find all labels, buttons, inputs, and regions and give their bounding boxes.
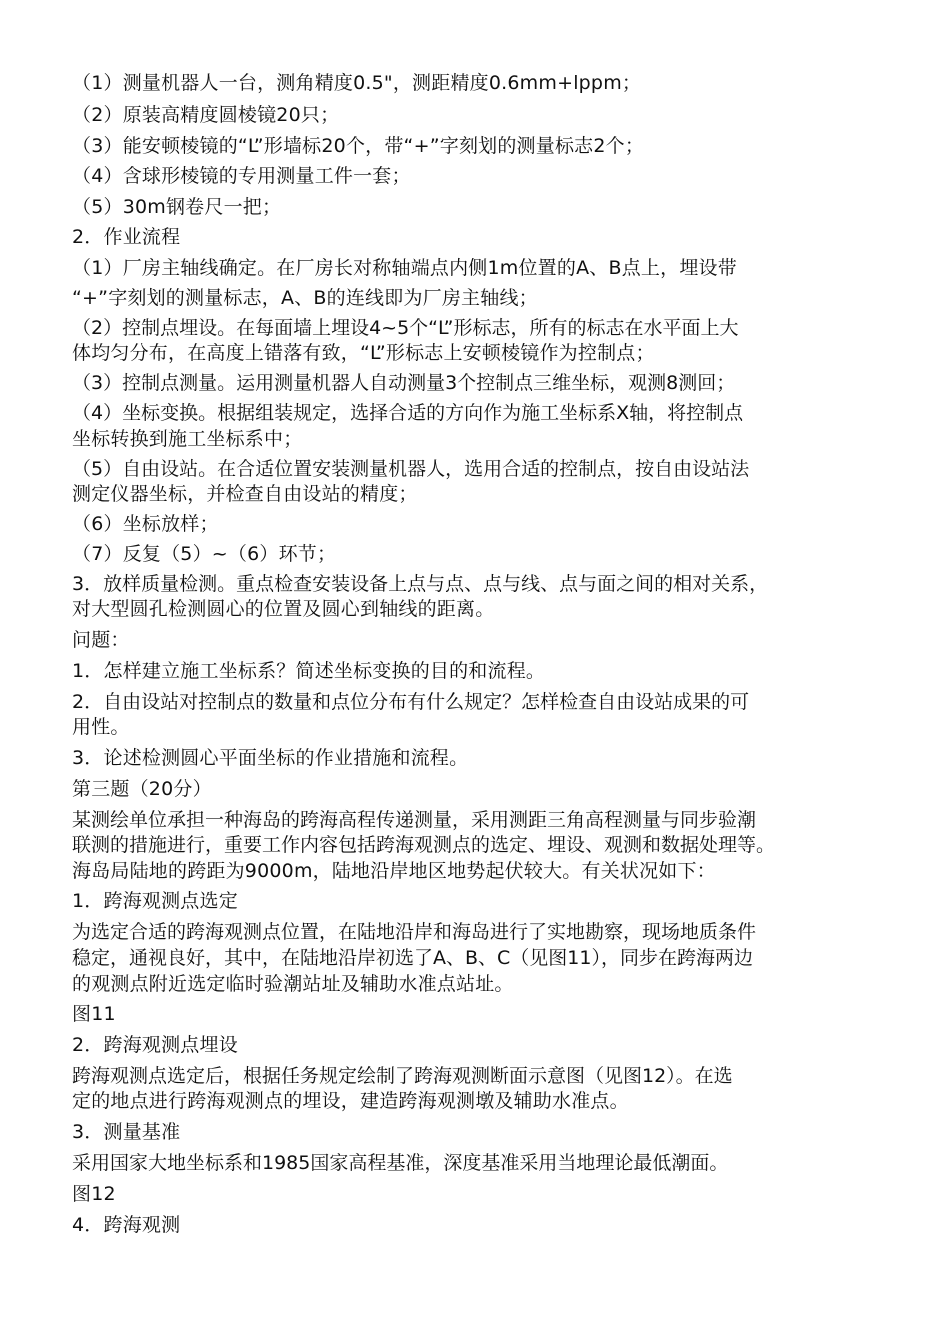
figure-label: 图11 bbox=[72, 1003, 116, 1025]
text-line: 定的地点进行跨海观测点的埋设，建造跨海观测墩及辅助水准点。 bbox=[72, 1090, 629, 1112]
text-line: 海岛局陆地的跨距为9000m，陆地沿岸地区地势起伏较大。有关状况如下： bbox=[72, 860, 716, 882]
section-heading: 3．测量基准 bbox=[72, 1121, 181, 1143]
text-line: 采用国家大地坐标系和1985国家高程基准，深度基准采用当地理论最低潮面。 bbox=[72, 1152, 729, 1174]
text-line: （1）测量机器人一台，测角精度0.5"，测距精度0.6mm+lppm； bbox=[72, 72, 642, 94]
section-heading: 1．跨海观测点选定 bbox=[72, 890, 238, 912]
text-line: 用性。 bbox=[72, 716, 130, 738]
text-line: （4）坐标变换。根据组装规定，选择合适的方向作为施工坐标系X轴，将控制点 bbox=[72, 402, 744, 424]
text-line: （4）含球形棱镜的专用测量工件一套； bbox=[72, 165, 411, 187]
figure-label: 图12 bbox=[72, 1183, 116, 1205]
text-line: 某测绘单位承担一种海岛的跨海高程传递测量，采用测距三角高程测量与同步验潮 bbox=[72, 809, 757, 831]
text-line: 的观测点附近选定临时验潮站址及辅助水准点站址。 bbox=[72, 973, 514, 995]
text-line: （1）厂房主轴线确定。在厂房长对称轴端点内侧1m位置的A、B点上，埋设带 bbox=[72, 257, 737, 279]
section-heading: 第三题（20分） bbox=[72, 778, 212, 800]
text-line: （2）原装高精度圆棱镜20只； bbox=[72, 104, 340, 126]
text-line: 为选定合适的跨海观测点位置，在陆地沿岸和海岛进行了实地勘察，现场地质条件 bbox=[72, 921, 757, 943]
text-line: 联测的措施进行，重要工作内容包括跨海观测点的选定、埋设、观测和数据处理等。 bbox=[72, 834, 776, 856]
section-heading: 2．作业流程 bbox=[72, 226, 181, 248]
section-heading: 4．跨海观测 bbox=[72, 1214, 181, 1236]
text-line: （6）坐标放样； bbox=[72, 513, 219, 535]
section-heading: 2．跨海观测点埋设 bbox=[72, 1034, 238, 1056]
question-item: 2．自由设站对控制点的数量和点位分布有什么规定？怎样检查自由设站成果的可 bbox=[72, 691, 750, 713]
text-line: 体均匀分布，在高度上错落有致，“L”形标志上安顿棱镜作为控制点； bbox=[72, 342, 655, 364]
text-line: （3）能安顿棱镜的“L”形墙标20个，带“+”字刻划的测量标志2个； bbox=[72, 135, 645, 157]
section-heading: 问题： bbox=[72, 629, 130, 651]
text-line: （2）控制点埋设。在每面墙上埋设4~5个“L”形标志，所有的标志在水平面上大 bbox=[72, 317, 739, 339]
text-line: 3．放样质量检测。重点检查安装设备上点与点、点与线、点与面之间的相对关系， bbox=[72, 573, 769, 595]
text-line: 跨海观测点选定后，根据任务规定绘制了跨海观测断面示意图（见图12）。在选 bbox=[72, 1065, 733, 1087]
text-line: （5）自由设站。在合适位置安装测量机器人，选用合适的控制点，按自由设站法 bbox=[72, 458, 750, 480]
question-item: 3．论述检测圆心平面坐标的作业措施和流程。 bbox=[72, 747, 469, 769]
text-line: 对大型圆孔检测圆心的位置及圆心到轴线的距离。 bbox=[72, 598, 495, 620]
question-item: 1．怎样建立施工坐标系？简述坐标变换的目的和流程。 bbox=[72, 660, 546, 682]
text-line: “+”字刻划的测量标志，A、B的连线即为厂房主轴线； bbox=[72, 287, 538, 309]
text-line: 坐标转换到施工坐标系中； bbox=[72, 428, 303, 450]
text-line: （3）控制点测量。运用测量机器人自动测量3个控制点三维坐标，观测8测回； bbox=[72, 372, 736, 394]
text-line: 稳定，通视良好，其中，在陆地沿岸初选了A、B、C（见图11），同步在跨海两边 bbox=[72, 947, 753, 969]
text-line: （5）30m钢卷尺一把； bbox=[72, 196, 282, 218]
text-line: 测定仪器坐标，并检查自由设站的精度； bbox=[72, 483, 418, 505]
text-line: （7）反复（5）~（6）环节； bbox=[72, 543, 337, 565]
